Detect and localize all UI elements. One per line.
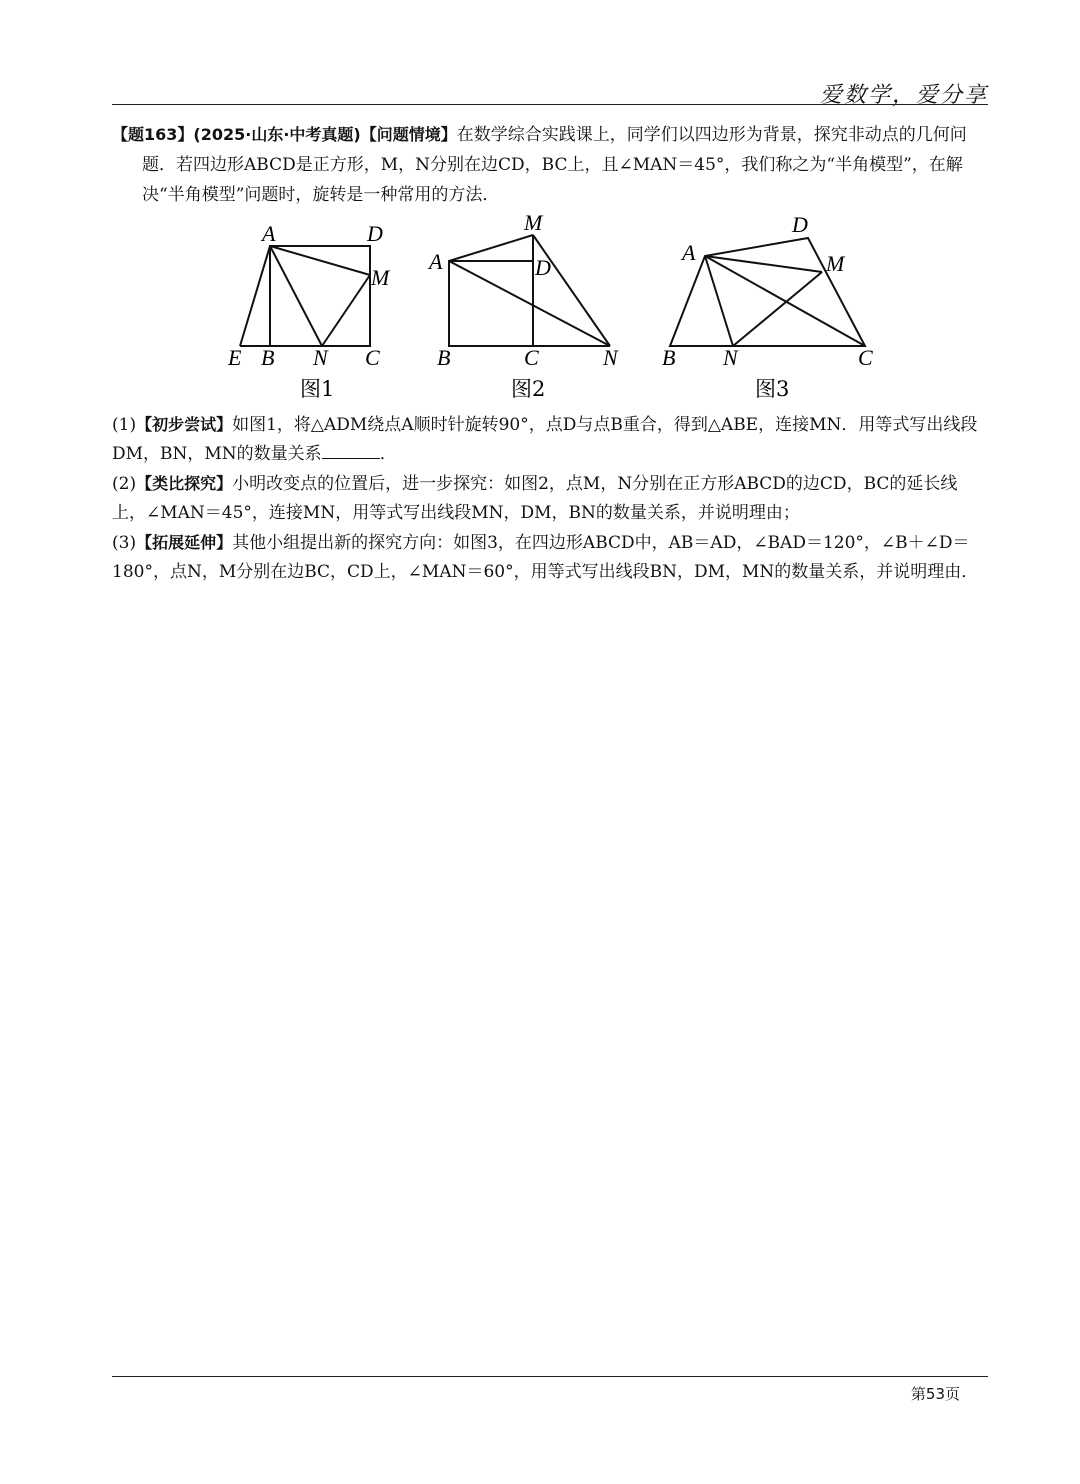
fig1-label-N: N: [313, 345, 328, 370]
fig3-label-C: C: [858, 345, 873, 370]
page-number: 第53页: [910, 1385, 960, 1403]
fig1-label-B: B: [261, 345, 275, 370]
fig3-segment-MN: [733, 272, 822, 346]
problem-statement: [112, 120, 990, 210]
fig1-label-E: E: [228, 345, 242, 370]
fig2-label-M: M: [524, 210, 543, 235]
q3-number: (3): [112, 533, 137, 553]
q1-tag: 【初步尝试】: [136, 415, 233, 434]
fig3-segment-AM: [705, 256, 822, 272]
figure-3-labels: [662, 212, 873, 401]
fig1-segment-MN: [322, 275, 370, 346]
fig3-label-B: B: [662, 345, 676, 370]
questions: [112, 410, 990, 587]
fig3-label-M: M: [826, 251, 845, 276]
q1-answer-blank[interactable]: [322, 444, 380, 459]
fig3-label-D: D: [792, 212, 808, 237]
figure-1-labels: [227, 221, 391, 401]
fig1-label-A: A: [262, 221, 276, 246]
q2-tag: 【类比探究】: [136, 474, 233, 493]
fig1-segment-AM: [270, 246, 370, 275]
q3-tag: 【拓展延伸】: [136, 533, 233, 552]
fig2-label-N: N: [603, 345, 618, 370]
fig2-label-D: D: [535, 255, 551, 280]
q1-end: ．: [379, 444, 397, 464]
fig1-label-C: C: [365, 345, 380, 370]
fig1-caption: 图1: [300, 377, 335, 401]
problem-intro: [112, 120, 990, 210]
figures-row: [225, 208, 885, 408]
fig2-segment-AN: [449, 261, 610, 346]
figure-2: [449, 235, 610, 346]
fig2-caption: 图2: [511, 377, 546, 401]
fig3-label-N: N: [723, 345, 738, 370]
fig2-segment-AM: [449, 235, 533, 261]
fig1-label-D: D: [367, 221, 383, 246]
question-1: [112, 410, 990, 469]
figures-svg: [225, 208, 885, 408]
fig2-label-B: B: [437, 345, 451, 370]
header-rule: [112, 104, 988, 105]
q1-number: (1): [112, 415, 137, 435]
fig2-segment-MN: [533, 235, 610, 346]
fig1-label-M: M: [371, 265, 390, 290]
problem-tag: 【题163】(2025·山东·中考真题): [112, 125, 361, 144]
question-2: [112, 469, 990, 528]
fig1-segment-AE: [240, 246, 270, 346]
fig2-label-C: C: [524, 345, 539, 370]
q2-text: 小明改变点的位置后，进一步探究：如图2，点M，N分别在正方形ABCD的边CD，BC的延长线上，∠MAN＝45°，连接MN，用等式写出线段MN，DM，BN的数量关系，并说明理由；: [112, 474, 958, 523]
problem-intro-text: 在数学综合实践课上，同学们以四边形为背景，探究非动点的几何问题．若四边形ABCD是正方形，M，N分别在边CD，BC上，且∠MAN＝45°，我们称之为“半角模型”，在解决“半角模型”问题时，旋转是一种常用的方法．: [142, 125, 967, 205]
fig2-label-A: A: [429, 249, 443, 274]
fig1-segment-AN: [270, 246, 322, 346]
fig2-square: [449, 261, 533, 346]
figure-1: [240, 246, 370, 346]
fig3-label-A: A: [682, 240, 696, 265]
question-3: [112, 528, 990, 587]
q3-text: 其他小组提出新的探究方向：如图3，在四边形ABCD中，AB＝AD，∠BAD＝120°，∠B＋∠D＝180°，点N，M分别在边BC，CD上，∠MAN＝60°，用等式写出线段BN，DM，MN的数量关系，并说明理由．: [112, 533, 979, 582]
footer-rule: [112, 1376, 988, 1377]
header-motto: 爱数学，爱分享: [819, 83, 988, 108]
q1-text: 如图1，将△ADM绕点A顺时针旋转90°，点D与点B重合，得到△ABE，连接MN．用等式写出线段DM，BN，MN的数量关系: [112, 415, 978, 464]
fig3-caption: 图3: [755, 377, 790, 401]
context-tag: 【问题情境】: [360, 125, 457, 144]
q2-number: (2): [112, 474, 137, 494]
